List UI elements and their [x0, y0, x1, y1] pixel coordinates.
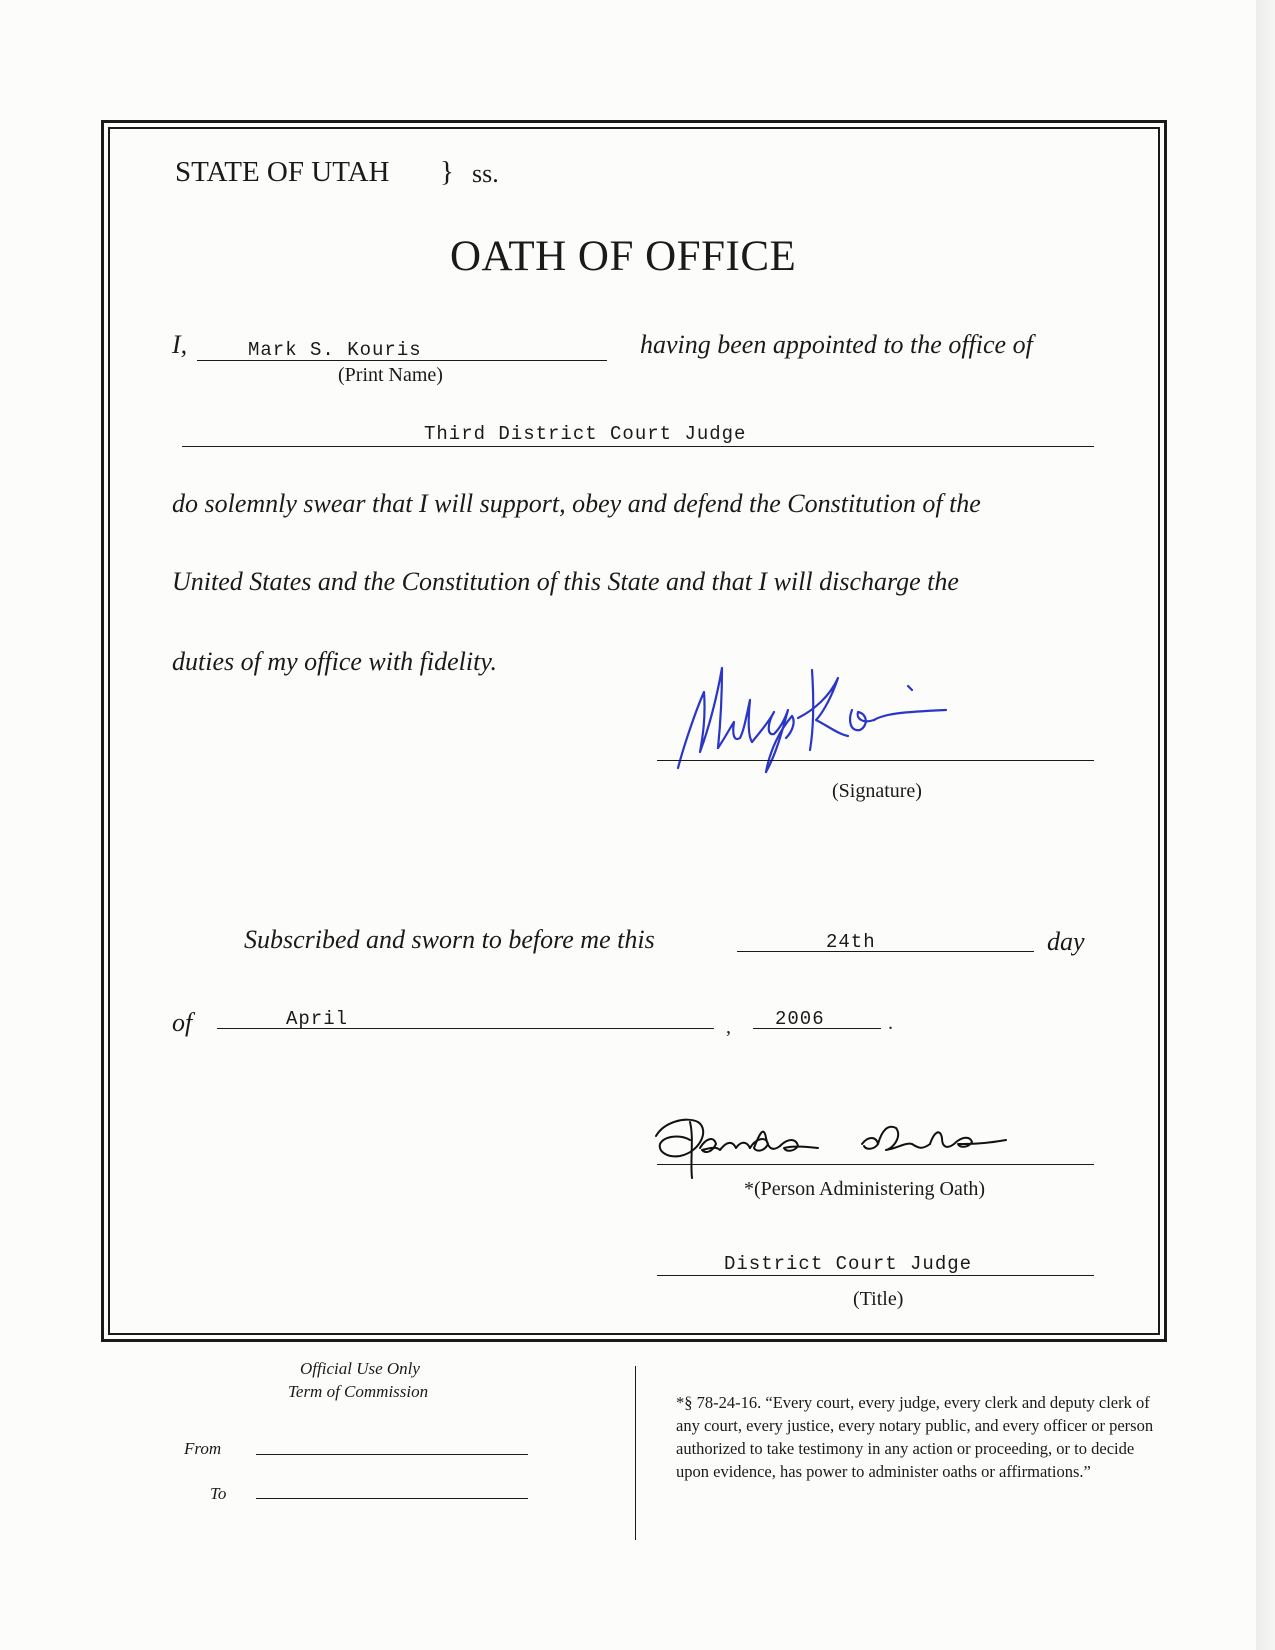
- administrator-line: [657, 1164, 1094, 1165]
- office-value: Third District Court Judge: [424, 423, 747, 445]
- oath-text-line-2: United States and the Constitution of this State and that I will discharge the: [172, 567, 959, 596]
- to-line: [256, 1498, 528, 1499]
- office-line: [182, 446, 1094, 447]
- state-heading: STATE OF UTAH: [175, 156, 390, 188]
- print-name-value: Mark S. Kouris: [248, 339, 422, 361]
- date-comma: ,: [726, 1016, 731, 1038]
- date-period: .: [888, 1012, 893, 1034]
- day-value: 24th: [826, 931, 876, 953]
- print-name-line: [197, 360, 607, 361]
- print-name-caption: (Print Name): [338, 364, 443, 386]
- day-line: [737, 951, 1034, 952]
- ss-label: ss.: [472, 159, 499, 188]
- administrator-caption: *(Person Administering Oath): [744, 1178, 986, 1200]
- from-label: From: [184, 1439, 222, 1458]
- section-divider: [635, 1366, 636, 1540]
- signature-caption: (Signature): [832, 780, 922, 802]
- brace-symbol: }: [440, 156, 454, 188]
- month-line: [217, 1028, 714, 1029]
- signature-line: [657, 760, 1094, 761]
- month-value: April: [286, 1008, 349, 1030]
- appointed-text: having been appointed to the office of: [640, 330, 1033, 359]
- year-value: 2006: [775, 1008, 825, 1030]
- to-label: To: [210, 1484, 227, 1503]
- administrator-signature-image: [650, 1108, 1070, 1188]
- official-use-heading: Official Use Only: [300, 1359, 420, 1378]
- year-line: [753, 1028, 881, 1029]
- title-caption: (Title): [853, 1288, 904, 1310]
- page-edge: [1256, 0, 1275, 1650]
- from-line: [256, 1454, 528, 1455]
- oath-text-line-3: duties of my office with fidelity.: [172, 647, 497, 676]
- page-title: OATH OF OFFICE: [450, 233, 797, 280]
- oath-text-line-1: do solemnly swear that I will support, obey and defend the Constitution of the: [172, 489, 981, 518]
- title-value: District Court Judge: [724, 1253, 973, 1275]
- term-of-commission-heading: Term of Commission: [288, 1382, 429, 1401]
- day-label: day: [1047, 927, 1085, 956]
- title-line: [657, 1275, 1094, 1276]
- of-label: of: [172, 1008, 193, 1037]
- sworn-text: Subscribed and sworn to before me this: [244, 925, 655, 954]
- statute-text: *§ 78-24-16. “Every court, every judge, every clerk and deputy clerk of any court, every justice, every notary public, and every officer or person authorized to take testimony in any action or proceeding, or to decide upon evidence, has power to administer oaths or affirmations.”: [676, 1393, 1154, 1481]
- pronoun-label: I,: [172, 330, 188, 359]
